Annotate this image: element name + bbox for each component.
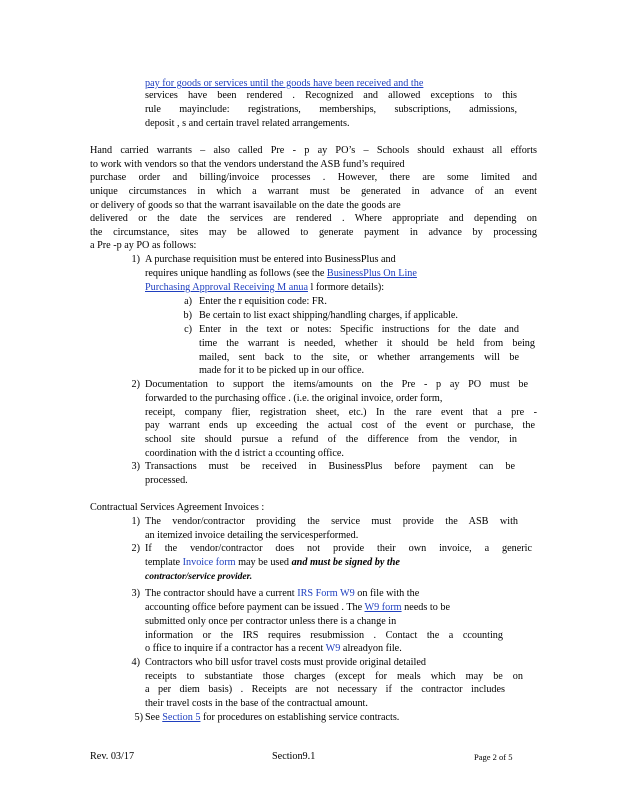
intro-line-2: services have been rendered . Recognized and allowed exceptions to this (145, 90, 517, 101)
list-number: 2) (131, 543, 140, 554)
contractual-item-4-line-3: a per diem basis) . Receipts are not necessary if the contractor includes (145, 684, 505, 695)
subitem-c-line-3: mailed, sent back to the site, or whether arrangements will be (199, 352, 519, 363)
contractual-item-3-line-1 (145, 588, 419, 600)
list-number: 3) (131, 588, 140, 599)
intro-line-3: rule mayinclude: registrations, memberships, subscriptions, admissions, (145, 104, 517, 115)
intro-line-4: deposit , s and certain travel related arrangements. (145, 118, 350, 129)
w9-link[interactable]: W9 (325, 643, 341, 654)
subitem-b-line-1: Be certain to list exact shipping/handling charges, if applicable. (199, 310, 458, 321)
hand-carried-line-7: the circumstance, sites may be allowed to generate payment in advance by processing (90, 227, 537, 238)
contractual-item-5-line-1 (145, 712, 399, 724)
footer-revision: Rev. 03/17 (90, 751, 135, 762)
contractual-item-3-line-2-tail: needs to be (401, 602, 450, 613)
contractual-item-3-line-3: submitted only once per contractor unless there is a change in (145, 616, 397, 627)
contractual-item-3-line-2-text: accounting office before payment can be issued . The (145, 602, 365, 613)
list-number: 5) (134, 712, 143, 723)
hand-item-2-line-4: pay warrant ends up exceeding the actual cost of the event or purchase, the (145, 420, 535, 431)
list-number: 3) (131, 461, 140, 472)
contractual-item-3-line-5-tail: alreadyon file. (340, 643, 402, 654)
w9-form-link[interactable]: W9 form (364, 602, 402, 613)
contractual-item-4-line-1: Contractors who bill usfor travel costs must provide original detailed (145, 657, 426, 668)
see-prefix: See (145, 712, 163, 723)
invoice-form-link[interactable]: Invoice form (182, 557, 236, 568)
list-number: 1) (131, 254, 140, 265)
contractual-item-1-line-2: an itemized invoice detailing the servicesperformed. (145, 530, 359, 541)
contractual-item-2-text: template (145, 557, 183, 568)
contractual-item-2-line-3: contractor/service provider. (145, 572, 253, 582)
contractual-item-2-line-2 (145, 557, 400, 569)
signed-by-emphasis: and must be signed by the (291, 557, 400, 568)
hand-item-2-line-5: school site should pursue a refund of the difference from the vendor, in (145, 434, 517, 445)
sublist-letter: b) (183, 310, 192, 321)
subitem-c-line-2: time the warrant is needed, whether it should be held from being (199, 338, 535, 349)
contractual-item-4-line-2: receipts to substantiate those charges (except for meals which may be on (145, 671, 523, 682)
list-number: 2) (131, 379, 140, 390)
footer-page-number: Page 2 of 5 (474, 752, 513, 762)
subitem-c-line-4: made for it to be picked up in our office. (199, 365, 365, 376)
businessplus-online-link[interactable]: BusinessPlus On Line (326, 268, 417, 279)
hand-item-2-line-1: Documentation to support the items/amounts on the Pre - p ay PO must be (145, 379, 528, 390)
subitem-c-line-1: Enter in the text or notes: Specific instructions for the date and (199, 324, 519, 335)
contractual-item-3-line-5 (145, 643, 402, 655)
irs-form-w9-link[interactable]: IRS Form W9 (297, 588, 355, 599)
contractual-item-3-text-b: on file with the (354, 588, 420, 599)
intro-line-1 (145, 78, 517, 90)
contractual-item-2-line-1: If the vendor/contractor does not provide their own invoice, a generic (145, 543, 532, 554)
contractual-item-3-line-2 (145, 602, 450, 614)
sublist-letter: c) (184, 324, 192, 335)
hand-carried-line-6: delivered or the date the services are rendered . Where appropriate and depending on (90, 213, 537, 224)
hand-item-1-line-3 (145, 282, 384, 294)
sublist-letter: a) (184, 296, 192, 307)
hand-item-2-line-6: coordination with the d istrict a ccounting office. (145, 448, 344, 459)
list-number: 4) (131, 657, 140, 668)
hand-carried-line-4: unique circumstances in which a warrant must be generated in advance of an event (90, 186, 537, 197)
hand-item-2-line-2: forwarded to the purchasing office . (i.e. the original invoice, order form, (145, 393, 443, 404)
contractual-item-1-line-1: The vendor/contractor providing the service must provide the ASB with (145, 516, 518, 527)
purchasing-manual-link[interactable]: Purchasing Approval Receiving M anua (145, 282, 308, 293)
list-number: 1) (131, 516, 140, 527)
subitem-a-line-1: Enter the r equisition code: FR. (199, 296, 327, 307)
contractual-item-2-text-b: may be used (235, 557, 292, 568)
contractual-heading: Contractual Services Agreement Invoices : (90, 502, 265, 513)
contractual-item-3-text: The contractor should have a current (145, 588, 298, 599)
hand-item-1-line-2 (145, 268, 417, 280)
hand-item-1-line-1: A purchase requisition must be entered into BusinessPlus and (145, 254, 396, 265)
section-5-link[interactable]: Section 5 (162, 712, 201, 723)
contractual-item-5-tail: for procedures on establishing service contracts. (200, 712, 400, 723)
contractual-item-4-line-4: their travel costs in the base of the contractual amount. (145, 698, 368, 709)
hand-item-1-line-2-text: requires unique handling as follows (see the (145, 268, 327, 279)
hand-item-3-line-2: processed. (145, 475, 188, 486)
hand-carried-line-1: Hand carried warrants – also called Pre - p ay PO’s – Schools should exhaust all efforts (90, 145, 537, 156)
intro-line-1-text: pay for goods or services until the goods have been received and the (145, 78, 424, 89)
hand-item-3-line-1: Transactions must be received in BusinessPlus before payment can be (145, 461, 515, 472)
hand-item-2-line-3: receipt, company flier, registration sheet, etc.) In the rare event that a pre - (145, 407, 537, 418)
hand-carried-line-5: or delivery of goods so that the warrant isavailable on the date the goods are (90, 200, 401, 211)
hand-carried-line-3: purchase order and billing/invoice processes . However, there are some limited and (90, 172, 537, 183)
contractual-item-3-line-4: information or the IRS requires resubmission . Contact the a ccounting (145, 630, 503, 641)
footer-section: Section9.1 (272, 751, 316, 762)
contractual-item-3-line-5-text: o ffice to inquire if a contractor has a recent (145, 643, 326, 654)
hand-item-1-line-3-tail: l formore details): (307, 282, 385, 293)
hand-carried-line-2: to work with vendors so that the vendors understand the ASB fund’s required (90, 159, 405, 170)
hand-carried-line-8: a Pre -p ay PO as follows: (90, 240, 197, 251)
